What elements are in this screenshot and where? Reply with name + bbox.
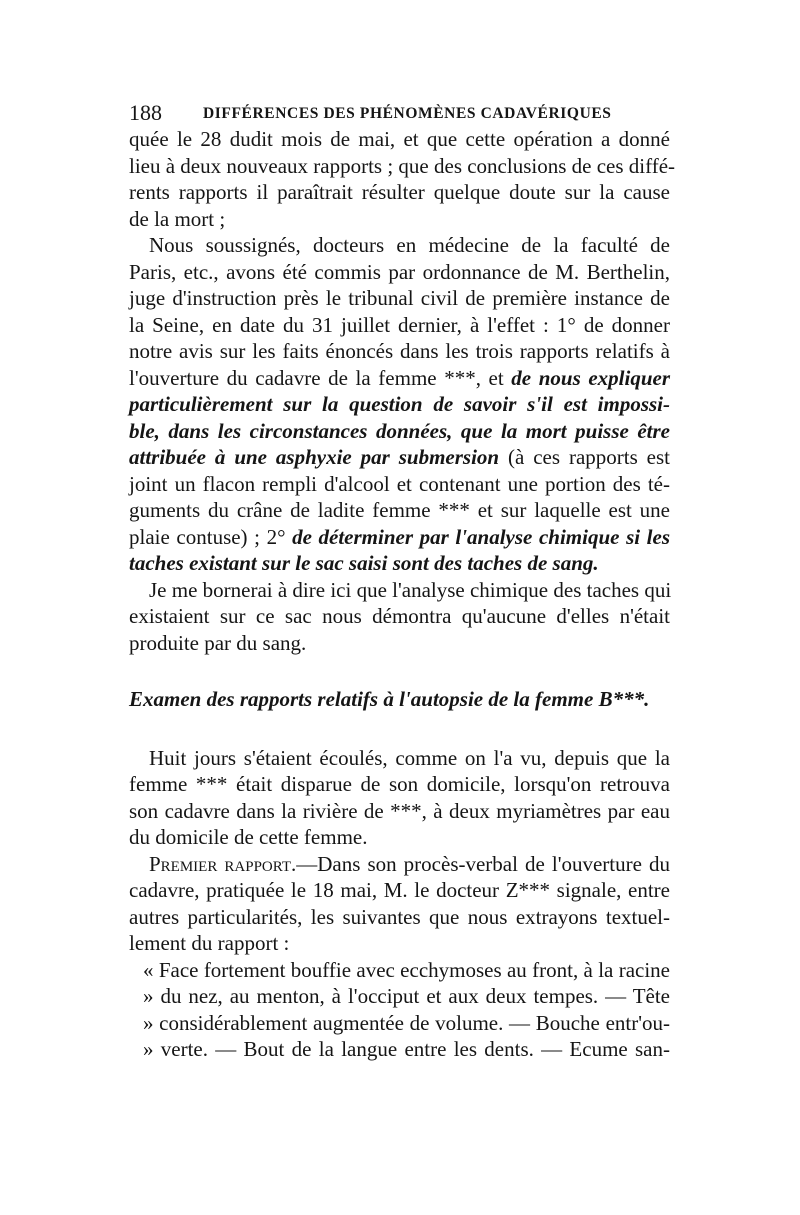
text-line: « Face fortement bouffie avec ecchymoses au front, à la racine [143, 957, 670, 982]
smallcaps-span: Premier rapport. [149, 851, 297, 876]
text-line: rents rapports il paraîtrait résulter quelque doute sur la cause [129, 180, 670, 204]
text-line: juge d'instruction près le tribunal civil de première instance de [129, 286, 670, 310]
text-line: du domicile de cette femme. [129, 825, 368, 849]
text-line: Je me bornerai à dire ici que l'analyse chimique des taches qui [149, 577, 672, 602]
text-line [129, 524, 670, 551]
text-span: plaie contuse) ; 2° [129, 524, 293, 549]
text-span: (à ces rapports est [499, 445, 670, 469]
text-line: produite par du sang. [129, 630, 307, 655]
page-number: 188 [129, 100, 162, 125]
text-line: lieu à deux nouveaux rapports ; que des conclusions de ces diffé- [129, 153, 676, 178]
text-line: la Seine, en date du 31 juillet dernier, à l'effet : 1° de donner [129, 312, 670, 337]
text-line: Nous soussignés, docteurs en médecine de la faculté de [149, 233, 670, 257]
text-line [129, 851, 670, 878]
text-line: femme *** était disparue de son domicile, lorsqu'on retrouva [129, 772, 670, 796]
text-span: l'ouverture du cadavre de la femme ***, et [129, 365, 512, 390]
text-line: de la mort ; [129, 206, 226, 231]
text-line: son cadavre dans la rivière de ***, à deux myriamètres par eau [129, 798, 670, 823]
text-line: lement du rapport : [129, 931, 290, 955]
italic-span: de déterminer par l'analyse chimique si les [292, 524, 671, 549]
text-line [129, 444, 670, 471]
text-line: joint un flacon rempli d'alcool et contenant une portion des té- [129, 471, 670, 496]
italic-span: attribuée à une asphyxie par submersion [129, 445, 500, 469]
paragraph-discovery [129, 745, 670, 851]
spacer [129, 713, 670, 745]
text-line: » considérablement augmentée de volume. — Bouche entr'ou- [143, 1010, 670, 1035]
paragraph-commission [129, 232, 670, 577]
text-line: existaient sur ce sac nous démontra qu'aucune d'elles n'était [129, 604, 670, 628]
paragraph-continuation [129, 126, 676, 232]
paragraph-first-report [129, 851, 670, 957]
text-line: taches existant sur le sac saisi sont des taches de sang. [129, 551, 599, 575]
text-span: —Dans son procès-verbal de l'ouverture du [296, 851, 670, 876]
running-head [129, 100, 669, 126]
text-line: Paris, etc., avons été commis par ordonnance de M. Berthelin, [129, 259, 670, 284]
text-line: notre avis sur les faits énoncés dans les trois rapports relatifs à [129, 339, 670, 363]
running-title: DIFFÉRENCES DES PHÉNOMÈNES CADAVÉRIQUES [203, 105, 612, 122]
text-line: Huit jours s'étaient écoulés, comme on l'a vu, depuis que la [149, 745, 670, 770]
text-line: » du nez, au menton, à l'occiput et aux deux tempes. — Tête [143, 984, 670, 1008]
italic-span: de nous expliquer [511, 365, 670, 390]
text-line [129, 365, 670, 392]
text-line: cadavre, pratiquée le 18 mai, M. le docteur Z*** signale, entre [129, 878, 670, 902]
paragraph-analysis [129, 577, 670, 657]
text-line: quée le 28 dudit mois de mai, et que cette opération a donné [129, 127, 670, 151]
text-line: » verte. — Bout de la langue entre les dents. — Ecume san- [143, 1037, 670, 1061]
section-heading: Examen des rapports relatifs à l'autopsie de la femme B***. [129, 687, 650, 711]
text-line: ble, dans les circonstances données, que la mort puisse être [129, 418, 670, 443]
text-line: particulièrement sur la question de savoir s'il est impossi- [129, 392, 670, 416]
quotation [129, 957, 670, 1063]
body-text [129, 126, 676, 1063]
text-line: autres particularités, les suivantes que nous extrayons textuel- [129, 904, 670, 929]
text-line: guments du crâne de ladite femme *** et sur laquelle est une [129, 498, 670, 522]
spacer [129, 656, 670, 686]
